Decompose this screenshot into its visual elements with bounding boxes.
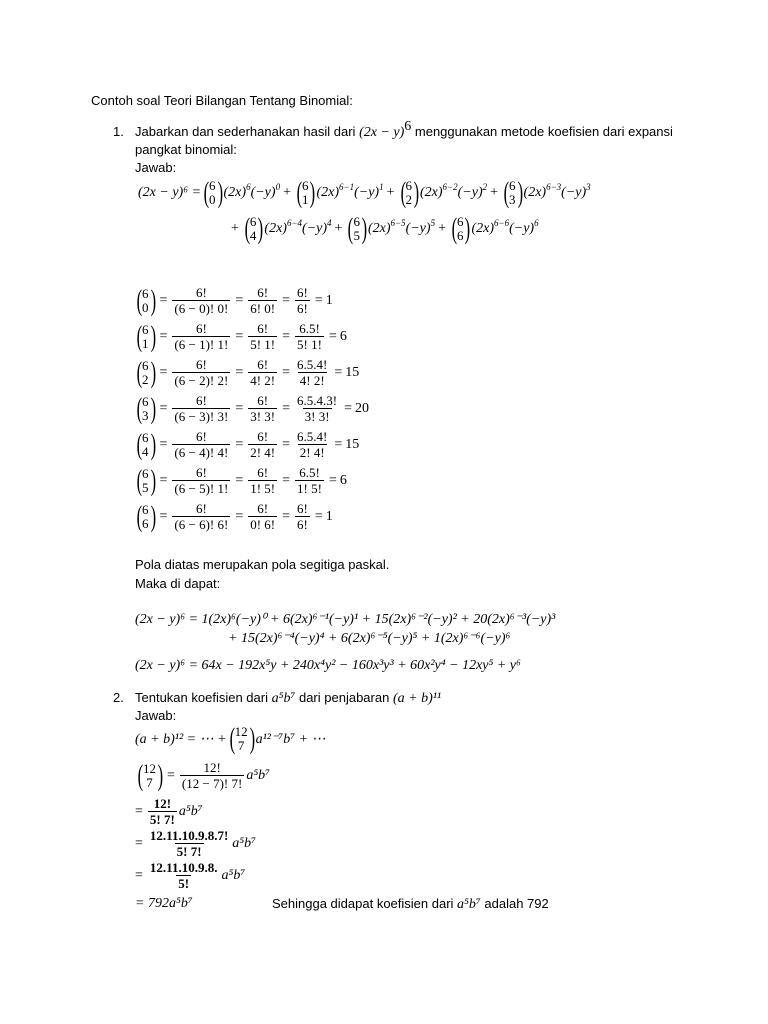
q2-text-term: a⁵b⁷ bbox=[271, 691, 296, 706]
binom-lhs: ( 6 6 ) bbox=[136, 499, 156, 533]
coefficient-result: 1 bbox=[325, 508, 333, 524]
binom-12-7: ( 12 7 ) bbox=[229, 722, 255, 755]
q2-ab-2: a⁵b⁷ bbox=[178, 803, 203, 819]
coefficient-result: 15 bbox=[345, 364, 360, 380]
binom-6-1: ( 6 1 ) bbox=[296, 176, 316, 209]
frac-expanded: $\frac{6.5!}{5! 1!}$ bbox=[297, 321, 322, 352]
frac-simplified: $\frac{6!}{2! 4!}$ bbox=[250, 429, 276, 460]
binom-6-6: ( 6 6 ) bbox=[451, 212, 471, 245]
binom-lhs: ( 6 1 ) bbox=[136, 319, 156, 353]
binom-lhs: ( 6 3 ) bbox=[136, 391, 156, 425]
q2-line1 bbox=[135, 724, 326, 754]
coefficient-row: ( 6 4 ) = $\frac{6!}{(6 - 4)! 4!}$ = $\frac{6!}{2! 4!}$ = $\frac{6.5.4!}{2! 4!}$ = 15 bbox=[136, 427, 360, 461]
coefficient-row: ( 6 1 ) = $\frac{6!}{(6 - 1)! 1!}$ = $\frac{6!}{5! 1!}$ = $\frac{6.5!}{5! 1!}$ = 6 bbox=[136, 319, 347, 353]
q2-line6: = 792a⁵b⁷ bbox=[135, 896, 193, 911]
frac-general: $\frac{6!}{(6 - 0)! 0!}$ bbox=[174, 285, 229, 316]
frac-expanded: $\frac{6.5!}{1! 5!}$ bbox=[297, 465, 322, 496]
frac-general: $\frac{6!}{(6 - 5)! 1!}$ bbox=[174, 465, 229, 496]
binom-lhs: ( 6 2 ) bbox=[136, 355, 156, 389]
coefficient-result: 1 bbox=[325, 292, 333, 308]
q1-jawab: Jawab: bbox=[135, 160, 177, 175]
binom-6-0: ( 6 0 ) bbox=[203, 176, 223, 209]
binom-lhs: ( 6 5 ) bbox=[136, 463, 156, 497]
q1-expansion-line1: (2x − y)⁶ = ( 6 0 ) $(2x)^6(-y)^0$ + ( 6 1 ) $(2x)^{6-1}(-y)^1$ + ( 6 2 ) $(2x)^{6-2}(-y)^2$ + ( 6 3 ) $(2x)^{6-3}(-y)^3$ bbox=[138, 176, 591, 209]
q1-text-line1 bbox=[135, 119, 673, 141]
frac-simplified: $\frac{6!}{5! 1!}$ bbox=[250, 321, 276, 352]
coefficient-result: 6 bbox=[339, 328, 347, 344]
frac-general: $\frac{6!}{(6 - 6)! 6!}$ bbox=[174, 501, 229, 532]
coefficient-result: 15 bbox=[345, 436, 360, 452]
frac-expanded: $\frac{6!}{6!}$ bbox=[297, 285, 308, 316]
coefficient-row: ( 6 3 ) = $\frac{6!}{(6 - 3)! 3!}$ = $\frac{6!}{3! 3!}$ = $\frac{6.5.4.3!}{3! 3!}$ = 20 bbox=[136, 391, 370, 425]
q2-conclusion-b: adalah 792 bbox=[484, 896, 549, 911]
coefficient-row: ( 6 5 ) = $\frac{6!}{(6 - 5)! 1!}$ = $\frac{6!}{1! 5!}$ = $\frac{6.5!}{1! 5!}$ = 6 bbox=[136, 463, 347, 497]
q2-text bbox=[135, 690, 441, 707]
coefficient-row: ( 6 6 ) = $\frac{6!}{(6 - 6)! 6!}$ = $\frac{6!}{0! 6!}$ = $\frac{6!}{6!}$ = 1 bbox=[136, 499, 333, 533]
coefficient-row: ( 6 0 ) = $\frac{6!}{(6 - 0)! 0!}$ = $\frac{6!}{6! 0!}$ = $\frac{6!}{6!}$ = 1 bbox=[136, 283, 333, 317]
q2-line1-left: (a + b)¹² = ⋯ + bbox=[135, 731, 227, 747]
frac-general: $\frac{6!}{(6 - 2)! 2!}$ bbox=[174, 357, 229, 388]
frac-general: $\frac{6!}{(6 - 4)! 4!}$ bbox=[174, 429, 229, 460]
frac-general: $\frac{6!}{(6 - 3)! 3!}$ bbox=[174, 393, 229, 424]
coefficient-row: ( 6 2 ) = $\frac{6!}{(6 - 2)! 2!}$ = $\frac{6!}{4! 2!}$ = $\frac{6.5.4!}{4! 2!}$ = 15 bbox=[136, 355, 360, 389]
coefficient-result: 20 bbox=[355, 400, 370, 416]
q2-conclusion-term: a⁵b⁷ bbox=[457, 897, 481, 912]
q2-conclusion bbox=[272, 896, 549, 913]
q1-text-expr: (2x − y) bbox=[359, 125, 405, 140]
binom-lhs: ( 6 4 ) bbox=[136, 427, 156, 461]
q2-text-expr: (a + b)¹¹ bbox=[392, 691, 442, 706]
q2-ab-1: a⁵b⁷ bbox=[246, 767, 271, 783]
q1-result-line2: + 15(2x)⁶⁻⁴(−y)⁴ + 6(2x)⁶⁻⁵(−y)⁵ + 1(2x)⁶⁻⁶(−y)⁶ bbox=[228, 631, 511, 646]
q1-expansion-line2: + ( 6 4 ) $(2x)^{6-4}(-y)^4$ + ( 6 5 ) $(2x)^{6-5}(-y)^5$ + ( 6 6 ) $(2x)^{6-6}(-y)^6$ bbox=[231, 212, 539, 245]
q2-text-b: dari penjabaran bbox=[298, 690, 390, 705]
frac-general: $\frac{6!}{(6 - 1)! 1!}$ bbox=[174, 321, 229, 352]
q2-line1-right: a¹²⁻⁷b⁷ + ⋯ bbox=[255, 731, 326, 747]
coefficient-result: 6 bbox=[339, 472, 347, 488]
q1-pola-text: Pola diatas merupakan pola segitiga paskal. bbox=[135, 557, 390, 572]
q2-number: 2. bbox=[113, 690, 124, 705]
q2-ab-4: a⁵b⁷ bbox=[221, 867, 246, 883]
binom-lhs: ( 6 0 ) bbox=[136, 283, 156, 317]
q2-conclusion-a: Sehingga didapat koefisien dari bbox=[272, 896, 454, 911]
frac-simplified: $\frac{6!}{6! 0!}$ bbox=[250, 285, 276, 316]
frac-simplified: $\frac{6!}{0! 6!}$ bbox=[250, 501, 276, 532]
q1-number: 1. bbox=[113, 124, 124, 139]
q1-result-line1: (2x − y)⁶ = 1(2x)⁶(−y)⁰ + 6(2x)⁶⁻¹(−y)¹ + 15(2x)⁶⁻²(−y)² + 20(2x)⁶⁻³(−y)³ bbox=[135, 612, 556, 627]
binom-12-7-b: ( 12 7 ) bbox=[137, 758, 164, 792]
page-title: Contoh soal Teori Bilangan Tentang Binomial: bbox=[91, 93, 353, 108]
binom-6-5: ( 6 5 ) bbox=[348, 212, 368, 245]
frac-expanded: $\frac{6.5.4!}{2! 4!}$ bbox=[297, 429, 328, 460]
q1-text-a: Jabarkan dan sederhanakan hasil dari bbox=[135, 124, 356, 139]
frac-simplified: $\frac{6!}{4! 2!}$ bbox=[250, 357, 276, 388]
q2-frac-3: $\frac{12.11.10.9.8.7!}{5! 7!}$ bbox=[149, 828, 229, 859]
expansion-lhs: (2x − y)⁶ = bbox=[138, 185, 202, 200]
q1-maka-text: Maka di dapat: bbox=[135, 576, 221, 591]
q2-ab-3: a⁵b⁷ bbox=[232, 835, 257, 851]
q1-text-line2: pangkat binomial: bbox=[135, 142, 237, 157]
q2-line5: = $\frac{12.11.10.9.8.}{5!}$ a⁵b⁷ bbox=[135, 860, 246, 891]
q2-line4: = $\frac{12.11.10.9.8.7!}{5! 7!}$ a⁵b⁷ bbox=[135, 828, 257, 859]
q1-final-line: (2x − y)⁶ = 64x − 192x⁵y + 240x⁴y² − 160x³y³ + 60x²y⁴ − 12xy⁵ + y⁶ bbox=[135, 658, 521, 673]
q1-text-expr-exp: 6 bbox=[404, 119, 412, 134]
q2-frac-4: $\frac{12.11.10.9.8.}{5!}$ bbox=[149, 860, 218, 891]
frac-expanded: $\frac{6.5.4.3!}{3! 3!}$ bbox=[297, 393, 338, 424]
q2-line2: ( 12 7 ) = $\frac{12!}{(12 - 7)! 7!}$ a⁵b⁷ bbox=[137, 758, 271, 792]
q2-text-a: Tentukan koefisien dari bbox=[135, 690, 268, 705]
frac-simplified: $\frac{6!}{1! 5!}$ bbox=[250, 465, 276, 496]
q2-frac-1: $\frac{12!}{(12 - 7)! 7!}$ bbox=[181, 760, 243, 791]
binom-6-3: ( 6 3 ) bbox=[503, 176, 523, 209]
q1-text-b: menggunakan metode koefisien dari expansi bbox=[414, 124, 673, 139]
q2-line3: = $\frac{12!}{5! 7!}$ a⁵b⁷ bbox=[135, 796, 203, 827]
frac-simplified: $\frac{6!}{3! 3!}$ bbox=[250, 393, 276, 424]
frac-expanded: $\frac{6.5.4!}{4! 2!}$ bbox=[297, 357, 328, 388]
q2-jawab: Jawab: bbox=[135, 708, 177, 723]
binom-6-2: ( 6 2 ) bbox=[400, 176, 420, 209]
frac-expanded: $\frac{6!}{6!}$ bbox=[297, 501, 308, 532]
binom-6-4: ( 6 4 ) bbox=[244, 212, 264, 245]
q2-frac-2: $\frac{12!}{5! 7!}$ bbox=[149, 796, 175, 827]
